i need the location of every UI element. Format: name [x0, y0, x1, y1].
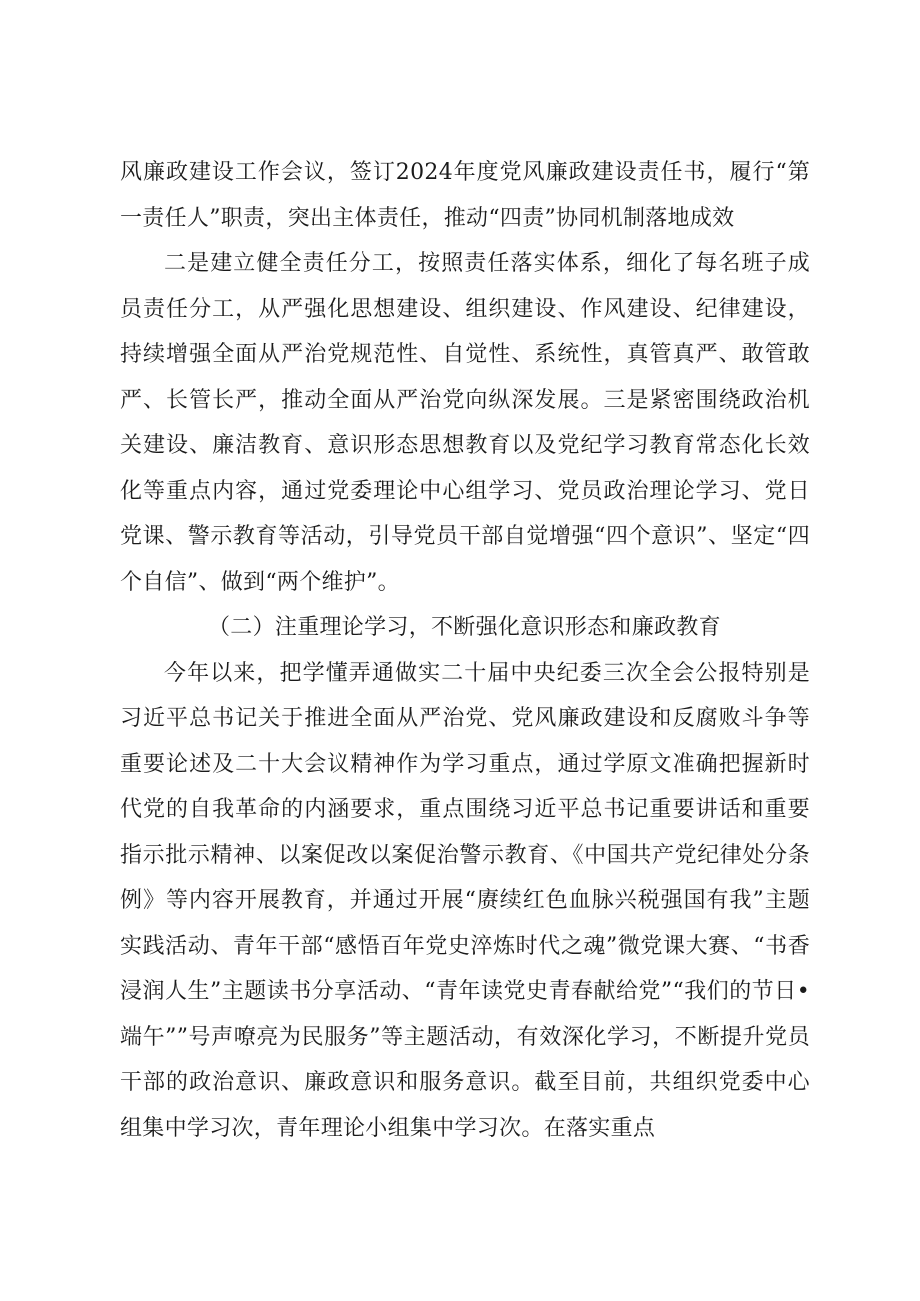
section-heading: （二）注重理论学习，不断强化意识形态和廉政教育: [208, 615, 721, 640]
paragraph-theory-study: 今年以来，把学懂弄通做实二十届中央纪委三次全会公报特别是习近平总书记关于推进全面从严治党、党风廉政建设和反腐败斗争等重要论述及二十大会议精神作为学习重点，通过学原文准确把握新时代党的自我革命的内涵要求，重点围绕习近平总书记重要讲话和重要指示批示精神、以案促改以案促治警示教育、《中国共产党纪律处分条例》等内容开展教育，并通过开展“赓续红色血脉兴税强国有我”主题实践活动、青年干部“感悟百年党史淬炼时代之魂”微党课大赛、“书香浸润人生”主题读书分享活动、“青年读党史青春献给党”“我们的节日•端午””号声嘹亮为民服务”等主题活动，有效深化学习，不断提升党员干部的政治意识、廉政意识和服务意识。截至目前，共组织党委中心组集中学习次，青年理论小组集中学习次。在落实重点: [120, 660, 810, 1141]
document-body: [120, 150, 810, 1151]
paragraph-continuation: 风廉政建设工作会议，签订2024年度党风廉政建设责任书，履行“第一责任人”职责，突出主体责任，推动“四责”协同机制落地成效: [120, 160, 810, 231]
paragraph-responsibility-division: 二是建立健全责任分工，按照责任落实体系，细化了每名班子成员责任分工，从严强化思想建设、组织建设、作风建设、纪律建设，持续增强全面从严治党规范性、自觉性、系统性，真管真严、敢管敢严、长管长严，推动全面从严治党向纵深发展。三是紧密围绕政治机关建设、廉洁教育、意识形态思想教育以及党纪学习教育常态化长效化等重点内容，通过党委理论中心组学习、党员政治理论学习、党日党课、警示教育等活动，引导党员干部自觉增强“四个意识”、坚定“四个自信”、做到“两个维护”。: [120, 251, 810, 595]
